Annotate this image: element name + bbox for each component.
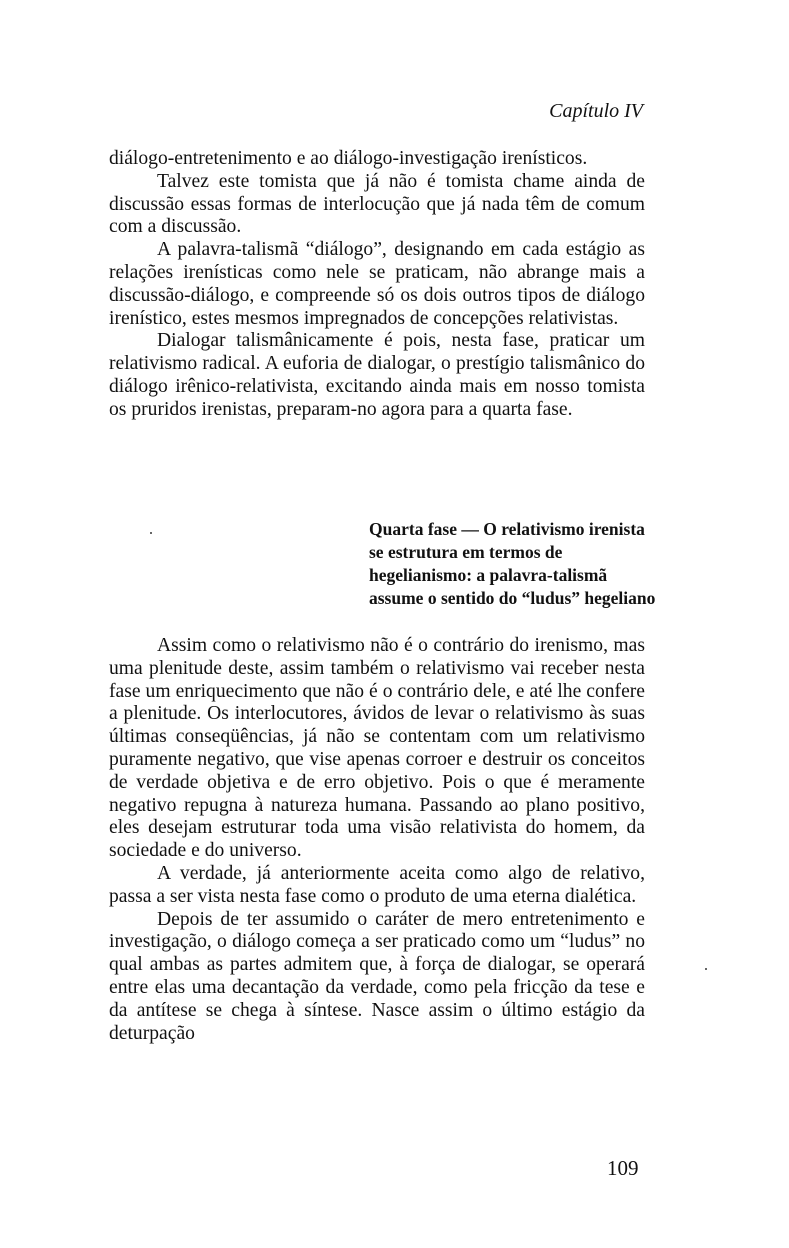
paragraph: Depois de ter assumido o caráter de mero entretenimento e investigação, o diálogo começa a ser praticado como um “ludus” no qual ambas as partes admitem que, à força de dialogar, se operará entre elas uma decantação da verdade, como pela fricção da tese e da antítese se chega à síntese. Nasce assim o último estágio da deturpação: [109, 908, 645, 1044]
paragraph: Dialogar talismânicamente é pois, nesta fase, praticar um relativismo radical. A euforia de dialogar, o prestígio talismânico do diálogo irênico-relativista, excitando ainda mais em nosso tomista os pruridos irenistas, preparam-no agora para a quarta fase.: [109, 330, 645, 420]
section-heading-line: assume o sentido do “ludus” hegeliano: [369, 588, 656, 608]
paragraph: A verdade, já anteriormente aceita como algo de relativo, passa a ser vista nesta fase como o produto de uma eterna dialética.: [109, 862, 645, 907]
paragraph: Talvez este tomista que já não é tomista chame ainda de discussão essas formas de interlocução que já nada têm de comum com a discussão.: [109, 170, 645, 238]
section-heading-line: hegelianismo: a palavra-talismã: [369, 565, 608, 585]
scan-speck: [705, 968, 707, 970]
chapter-header: Capítulo IV: [549, 100, 643, 122]
paragraph: Assim como o relativismo não é o contrário do irenismo, mas uma plenitude deste, assim também o relativismo vai receber nesta fase um enriquecimento que não é o contrário dele, e até lhe confere a plenitude. Os interlocutores, ávidos de levar o relativismo às suas últimas conseqüências, já não se contentam com um relativismo puramente negativo, que vise apenas corroer e destruir os conceitos de verdade objetiva e de erro objetivo. Pois o que é meramente negativo repugna à natureza humana. Passando ao plano positivo, eles desejam estruturar toda uma visão relativista do homem, da sociedade e do universo.: [109, 635, 645, 862]
page-number: 109: [607, 1156, 639, 1180]
scan-speck: [150, 532, 152, 534]
paragraph: A palavra-talismã “diálogo”, designando em cada estágio as relações irenísticas como nele se praticam, não abrange mais a discussão-diálogo, e compreende só os dois outros tipos de diálogo irenístico, estes mesmos impregnados de concepções relativistas.: [109, 239, 645, 329]
section-heading-line: se estrutura em termos de: [369, 542, 563, 562]
text-block-lower: [109, 635, 645, 1045]
paragraph: diálogo-entretenimento e ao diálogo-investigação irenísticos.: [109, 148, 588, 169]
section-heading: [369, 518, 739, 610]
text-block-upper: [109, 148, 645, 422]
section-heading-line: Quarta fase — O relativismo irenista: [369, 519, 645, 539]
